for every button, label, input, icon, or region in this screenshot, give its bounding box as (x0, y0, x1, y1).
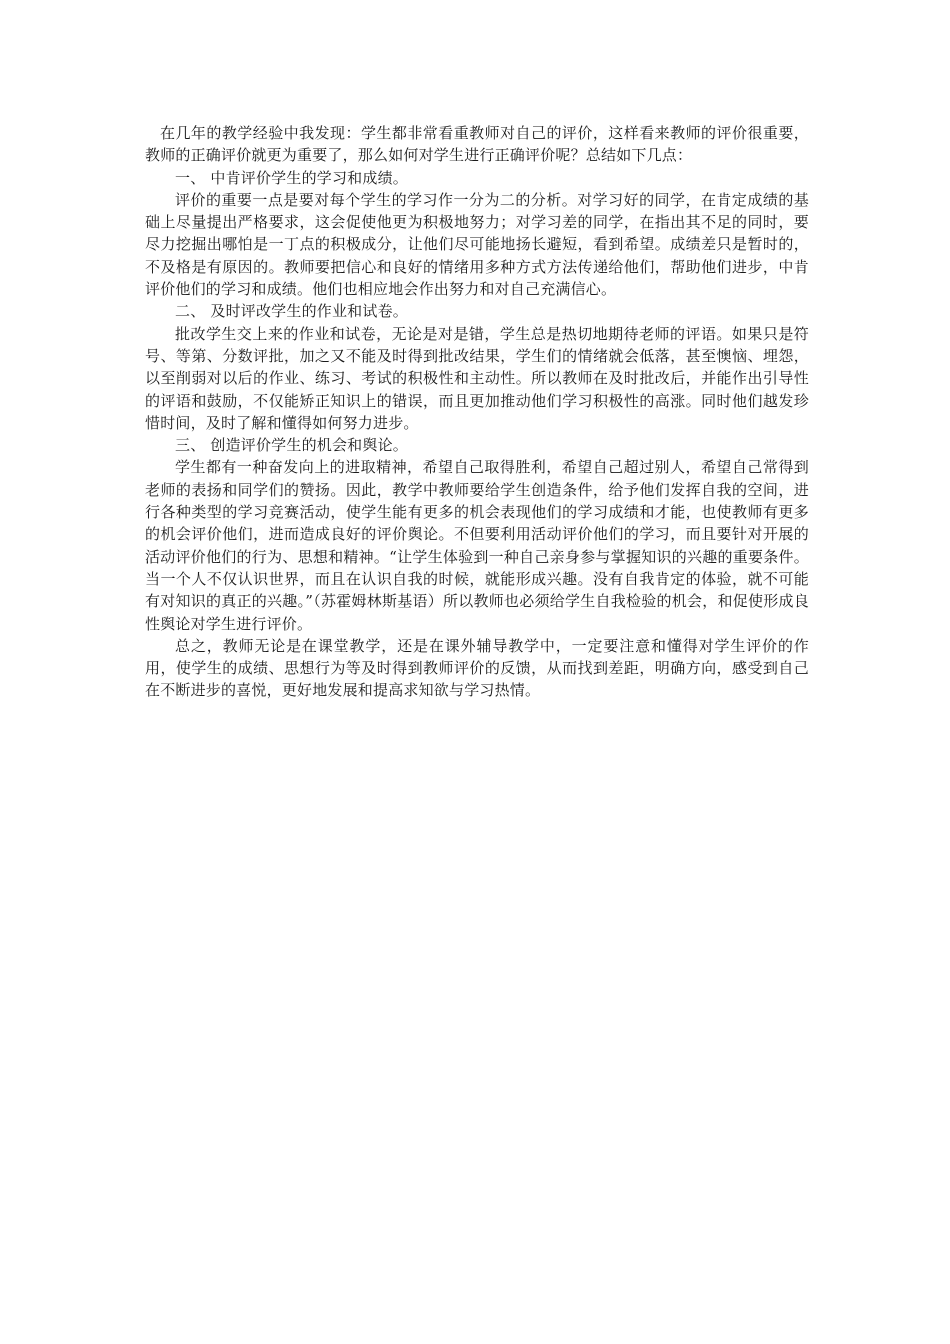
section-heading-2: 二、 及时评改学生的作业和试卷。 (175, 302, 408, 321)
section-paragraph-3: 学生都有一种奋发向上的进取精神，希望自己取得胜利，希望自己超过别人，希望自己常得到老师的表扬和同学们的赞扬。因此，教学中教师要给学生创造条件，给予他们发挥自我的空间，进行各种类型的学习竞赛活动，使学生能有更多的机会表现他们的学习成绩和才能，也使教师有更多的机会评价他们，进而造成良好的评价舆论。不但要利用活动评价他们的学习，而且要针对开展的活动评价他们的行为、思想和精神。“让学生体验到一种自己亲身参与掌握知识的兴趣的重要条件。当一个人不仅认识世界，而且在认识自我的时候，就能形成兴趣。没有自我肯定的体验，就不可能有对知识的真正的兴趣。”（苏霍姆林斯基语）所以教师也必须给学生自我检验的机会，和促使形成良性舆论对学生进行评价。 (145, 458, 809, 633)
section-heading-3: 三、 创造评价学生的机会和舆论。 (175, 436, 408, 455)
conclusion-paragraph: 总之，教师无论是在课堂教学，还是在课外辅导教学中，一定要注意和懂得对学生评价的作用，使学生的成绩、思想行为等及时得到教师评价的反馈，从而找到差距，明确方向，感受到自己在不断进步的喜悦，更好地发展和提高求知欲与学习热情。 (145, 636, 809, 700)
intro-paragraph: 在几年的教学经验中我发现：学生都非常看重教师对自己的评价，这样看来教师的评价很重要，教师的正确评价就更为重要了，那么如何对学生进行正确评价呢？总结如下几点： (145, 124, 809, 165)
document-body (145, 122, 809, 702)
section-paragraph-2: 批改学生交上来的作业和试卷，无论是对是错，学生总是热切地期待老师的评语。如果只是符号、等第、分数评批，加之又不能及时得到批改结果，学生们的情绪就会低落，甚至懊恼、埋怨，以至削弱对以后的作业、练习、考试的积极性和主动性。所以教师在及时批改后，并能作出引导性的评语和鼓励，不仅能矫正知识上的错误，而且更加推动他们学习积极性的高涨。同时他们越发珍惜时间，及时了解和懂得如何努力进步。 (145, 324, 809, 432)
section-paragraph-1: 评价的重要一点是要对每个学生的学习作一分为二的分析。对学习好的同学，在肯定成绩的基础上尽量提出严格要求，这会促使他更为积极地努力；对学习差的同学，在指出其不足的同时，要尽力挖掘出哪怕是一丁点的积极成分，让他们尽可能地扬长避短，看到希望。成绩差只是暂时的，不及格是有原因的。教师要把信心和良好的情绪用多种方式方法传递给他们，帮助他们进步，中肯评价他们的学习和成绩。他们也相应地会作出努力和对自己充满信心。 (145, 190, 809, 299)
section-heading-1: 一、 中肯评价学生的学习和成绩。 (175, 168, 408, 187)
